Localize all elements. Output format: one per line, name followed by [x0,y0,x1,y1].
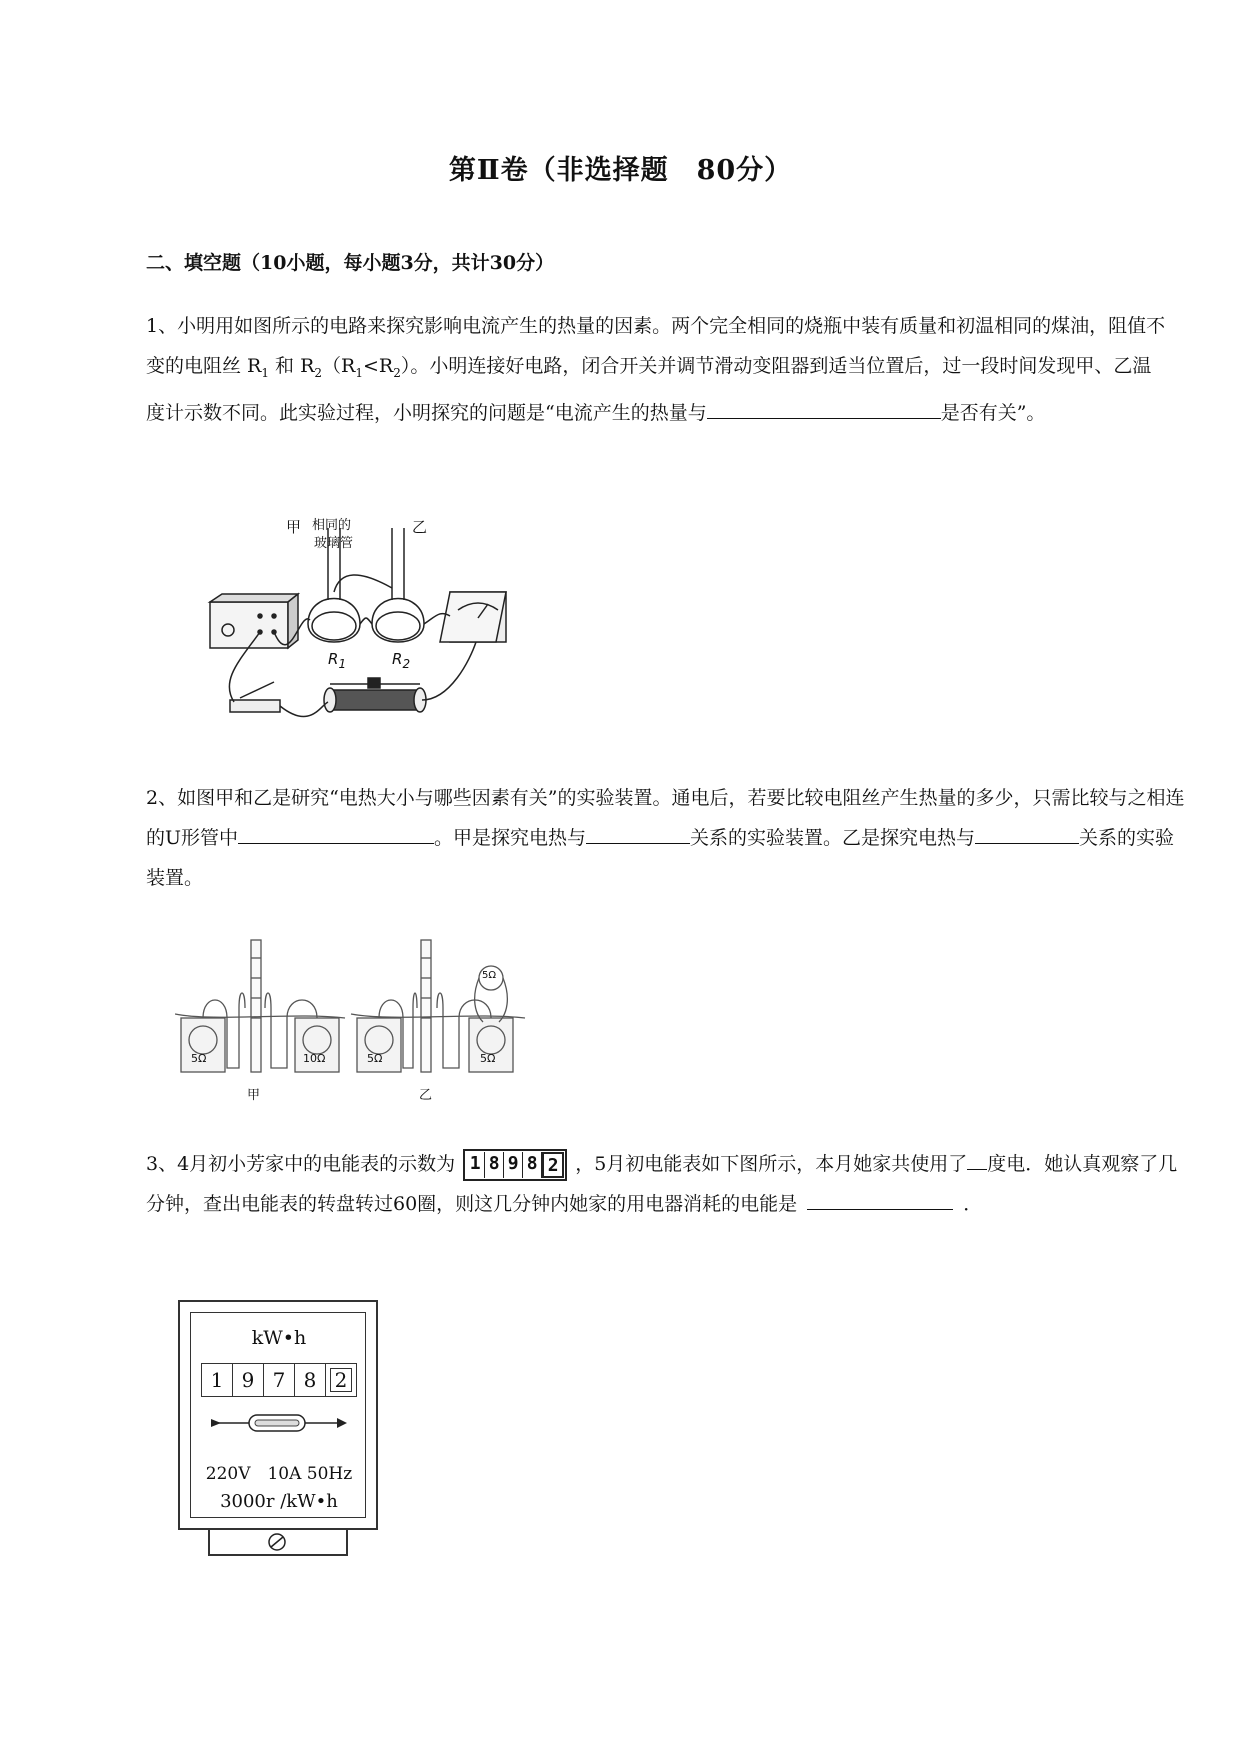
q1-answer-blank[interactable] [707,394,941,419]
electricity-meter-figure [178,1300,398,1562]
meter-terminal-cover [208,1528,348,1556]
meter-digits [201,1363,357,1397]
resistor-label: 10Ω [303,1052,326,1065]
q1-sub: 2 [314,365,323,380]
q2-text: 2、如图甲和乙是研究“电热大小与哪些因素有关”的实验装置。通电后，若要比较电阻丝产生热量的多少，只需比较与之相连的U形管中 [146,787,1185,849]
meter-frame [178,1300,378,1530]
q3-answer-blank-2[interactable] [807,1185,953,1210]
meter-digit: 8 [295,1364,326,1396]
q3-text: ，5月初电能表如下图所示，本月她家共使用了 [575,1153,968,1175]
r1-sub: 1 [338,657,347,671]
meter-digit: 9 [504,1152,523,1178]
q1-text: ）。小明连接好电路，闭合开关并调节滑动变阻器到适当位置后，过一段时间发现甲、乙温度计示数不同。此实验过程，小明探究的问题是“电流产生的热量与 [146,355,1152,424]
inline-meter-reading [463,1149,567,1181]
r2-letter: R [392,650,403,668]
q2-answer-blank-3[interactable] [975,819,1079,844]
q2-answer-blank-1[interactable] [238,819,434,844]
resistor-label: 5Ω [191,1052,207,1065]
u-tube-figure [175,918,535,1108]
screw-icon [267,1532,287,1552]
q1-sub: 1 [261,365,269,380]
meter-spec: 220V 10A 50Hz [205,1464,353,1484]
meter-digit: 8 [523,1152,542,1178]
label-same: 相同的 [312,518,352,533]
q3-text: 3、4月初小芳家中的电能表的示数为 [146,1153,456,1175]
meter-digit: 7 [264,1364,295,1396]
resistor-label: 5Ω [367,1052,383,1065]
q1-text: 是否有关”。 [940,401,1046,424]
circuit-figure [200,520,560,740]
meter-digit: 8 [485,1152,504,1178]
label-yi: 乙 [412,518,428,536]
circuit-diagram [200,520,560,740]
label-tube: 玻璃管 [314,536,354,551]
meter-face [190,1312,366,1518]
q1-text: 和 R [269,355,315,377]
page-title: 第Ⅱ卷（非选择题 80分） [448,155,793,186]
q1-sub: 1 [355,365,363,380]
label-jia: 甲 [286,518,302,536]
resistor-label: 5Ω [480,1052,496,1065]
rotating-disc-icon [211,1409,347,1437]
label-yi: 乙 [419,1088,433,1103]
r2-sub: 2 [402,657,411,671]
q1-text: （R [322,355,356,377]
question-2 [146,778,1186,898]
meter-digit: 2 [326,1364,356,1396]
q1-text: 1、小明用如图所示的电路来探究影响电流产生的热量的因素。两个完全相同的烧瓶中装有质量和初温相同的煤油，阻值不变的电阻丝 R [146,315,1166,377]
meter-digit: 1 [466,1152,485,1178]
label-r1 [328,650,346,671]
label-r2 [392,650,410,671]
q1-text: <R [362,355,394,377]
q2-text: 关系的实验装置。乙是探究电热与 [690,827,976,849]
label-jia: 甲 [247,1088,261,1103]
q3-text: 度电．她认真观察了几分钟，查出电能表的转盘转过60圈，则这几分钟内她家的用电器消耗的电能是 [146,1153,1178,1215]
resistor-label: 5Ω [482,970,497,981]
meter-digit: 2 [542,1152,564,1178]
q1-sub: 2 [393,365,401,380]
r1-letter: R [328,650,339,668]
u-tube-diagram [175,918,535,1108]
question-3 [146,1144,1186,1224]
section-heading: 二、填空题（10小题，每小题3分，共计30分） [146,252,555,274]
meter-rate: 3000r /kW•h [220,1491,338,1512]
question-1 [146,306,1166,433]
meter-digit: 9 [233,1364,264,1396]
q3-answer-blank-1[interactable] [967,1145,987,1170]
q2-answer-blank-2[interactable] [586,819,690,844]
meter-digit: 1 [202,1364,233,1396]
meter-unit: kW•h [251,1327,307,1349]
q2-text: 关系的实验装置。 [146,827,1175,889]
q2-text: 。甲是探究电热与 [434,827,587,849]
q3-text: ． [963,1193,983,1215]
